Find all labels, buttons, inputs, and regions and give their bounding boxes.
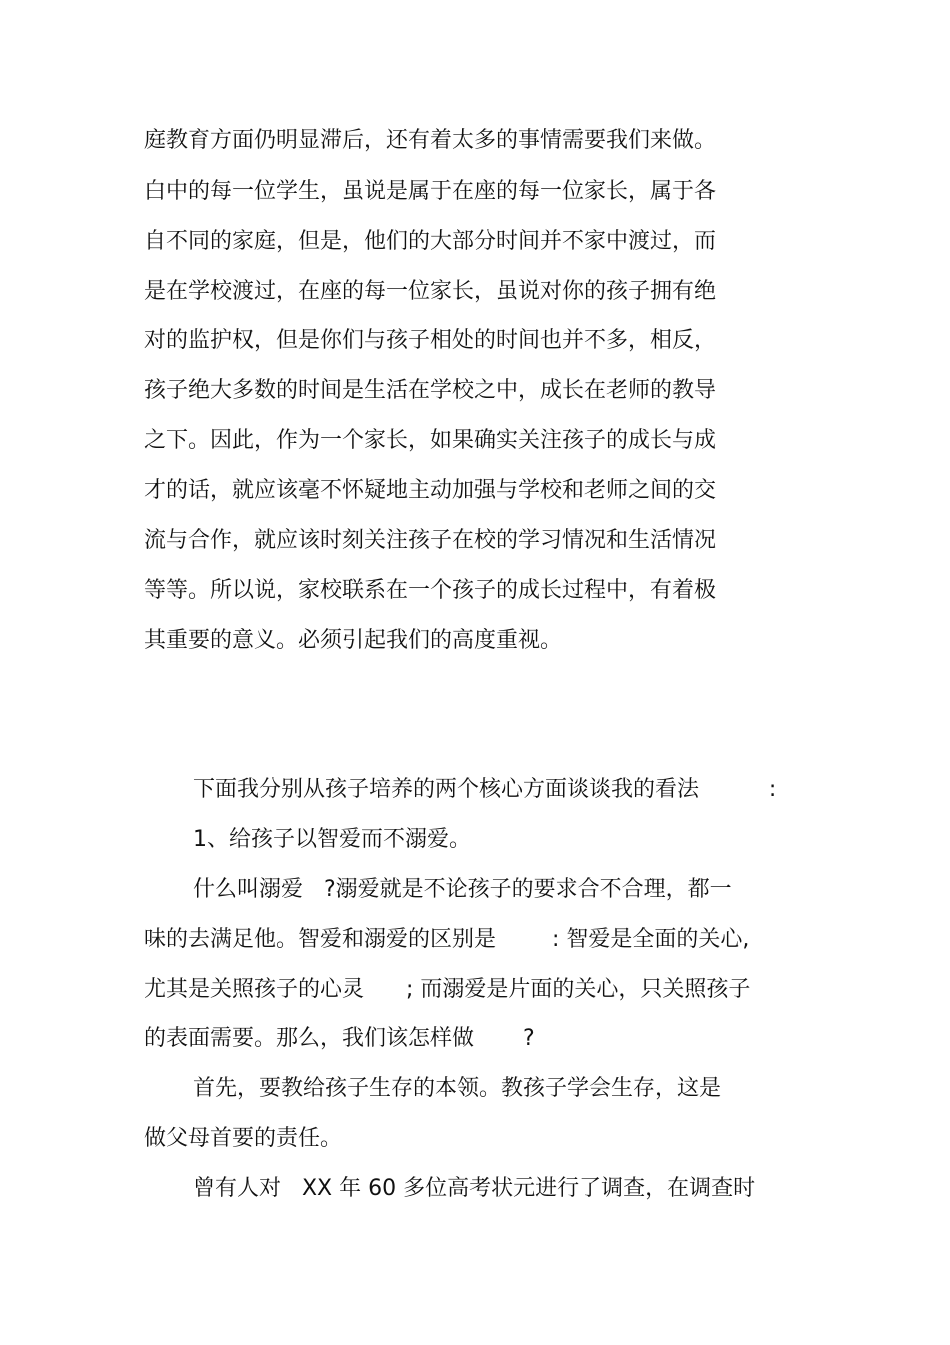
paragraph-line: 对的监护权，但是你们与孩子相处的时间也并不多，相反，	[144, 328, 717, 353]
paragraph-line: 自不同的家庭，但是，他们的大部分时间并不家中渡过，而	[144, 229, 717, 254]
paragraph-line: 的表面需要。那么，我们该怎样做 ?	[144, 1026, 535, 1051]
paragraph-line: 才的话，就应该毫不怀疑地主动加强与学校和老师之间的交	[144, 478, 717, 503]
paragraph-line: 曾有人对 XX 年 60 多位高考状元进行了调查，在调查时	[193, 1176, 756, 1201]
paragraph-line: 首先，要教给孩子生存的本领。教孩子学会生存，这是	[193, 1076, 722, 1101]
paragraph-line: 什么叫溺爱 ?溺爱就是不论孩子的要求合不合理，都一	[193, 877, 732, 902]
paragraph-line: 白中的每一位学生，虽说是属于在座的每一位家长，属于各	[144, 179, 717, 204]
paragraph-line: 是在学校渡过，在座的每一位家长，虽说对你的孩子拥有绝	[144, 279, 717, 304]
paragraph-line: 孩子绝大多数的时间是生活在学校之中，成长在老师的教导	[144, 378, 717, 403]
paragraph-line: 尤其是关照孩子的心灵 ; 而溺爱是片面的关心，只关照孩子	[144, 977, 751, 1002]
paragraph-line: 等等。所以说，家校联系在一个孩子的成长过程中，有着极	[144, 578, 717, 603]
list-item-heading: 1、给孩子以智爱而不溺爱。	[193, 827, 471, 852]
paragraph-line: 其重要的意义。必须引起我们的高度重视。	[144, 628, 563, 653]
paragraph-line: 做父母首要的责任。	[144, 1126, 343, 1151]
paragraph-line: 庭教育方面仍明显滞后，还有着太多的事情需要我们来做。	[144, 128, 717, 153]
paragraph-line: 味的去满足他。智爱和溺爱的区别是 : 智爱是全面的关心,	[144, 927, 750, 952]
paragraph-line: 流与合作，就应该时刻关注孩子在校的学习情况和生活情况	[144, 528, 717, 553]
paragraph-line: 下面我分别从孩子培养的两个核心方面谈谈我的看法 :	[193, 777, 777, 802]
paragraph-line: 之下。因此，作为一个家长，如果确实关注孩子的成长与成	[144, 428, 717, 453]
